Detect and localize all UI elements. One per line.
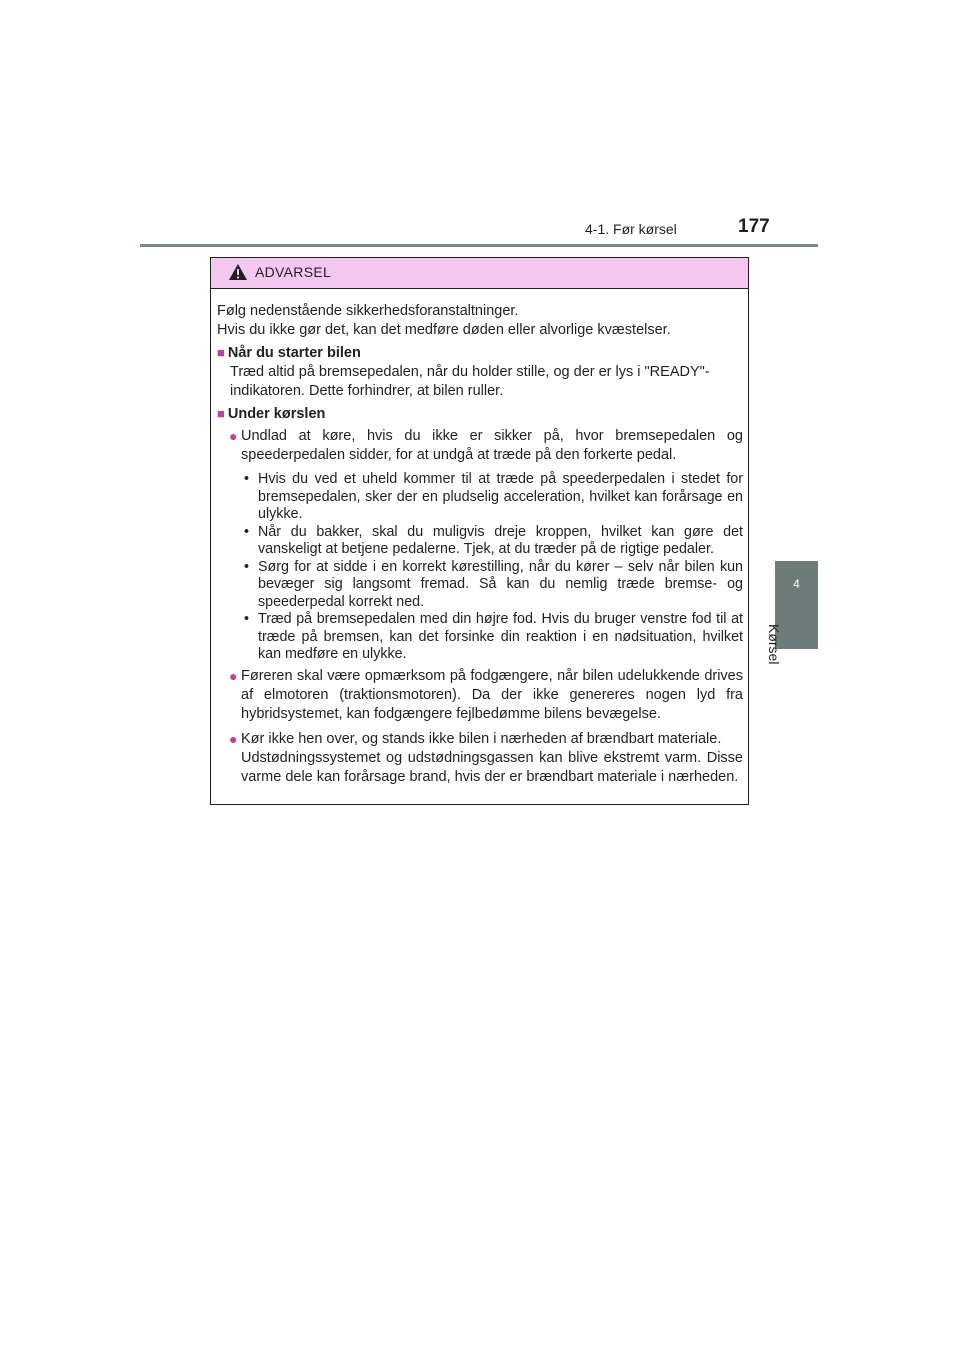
warning-box <box>210 257 749 805</box>
section-title: 4-1. Før kørsel <box>585 221 677 237</box>
sub-bullet-item: • Træd på bremsepedalen med din højre fod. Hvis du bruger venstre fod til at træde på bremsen, kan det forsinke din reaktion i en nødsituation, hvilket kan medføre en ulykke. <box>244 611 743 662</box>
sub-bullet-item: • Sørg for at sidde i en korrekt kørestilling, når du kører – selv når bilen kun bevæger sig langsomt fremad. Så kan du nemlig træde bremse- og speederpedal korrekt ned. <box>244 558 743 610</box>
section-heading: ■ Når du starter bilen <box>217 345 361 361</box>
intro-line: Hvis du ikke gør det, kan det medføre døden eller alvorlige kvæstelser. <box>217 322 671 338</box>
square-bullet-icon: ■ <box>217 345 225 360</box>
page-number: 177 <box>738 216 770 237</box>
chapter-number: 4 <box>793 577 800 591</box>
chapter-label: Kørsel <box>766 624 782 665</box>
warning-triangle-icon <box>228 263 248 286</box>
square-bullet-icon: ■ <box>217 406 225 421</box>
header-rule <box>140 244 818 247</box>
warning-header <box>211 258 748 289</box>
section-text: Træd altid på bremsepedalen, når du holder stille, og der er lys i "READY"-indikatoren. Dette forhindrer, at bilen ruller. <box>230 364 710 399</box>
list-item: ● Kør ikke hen over, og stands ikke bilen i nærheden af brændbart materiale. Udstødningssystemet og udstødningsgassen kan blive ekstremt varm. Disse varme dele kan forårsage brand, hvis der er brændbart materiale i nærheden. <box>229 730 743 785</box>
circle-bullet-icon: ● <box>229 428 238 444</box>
list-item: ● Undlad at køre, hvis du ikke er sikker på, hvor bremsepedalen og speederpedalen sidder, for at undgå at træde på den forkerte pedal. <box>229 428 743 463</box>
section-heading: ■ Under kørslen <box>217 406 326 422</box>
sub-bullet-list <box>217 471 743 664</box>
warning-body <box>217 302 743 787</box>
sub-bullet-item: • Når du bakker, skal du muligvis dreje kroppen, hvilket kan gøre det vanskeligt at betjene pedalerne. Tjek, at du træder på de rigtige pedaler. <box>244 523 743 557</box>
circle-bullet-icon: ● <box>229 730 238 747</box>
circle-bullet-icon: ● <box>229 667 238 684</box>
warning-title: ADVARSEL <box>255 264 332 280</box>
list-item: ● Føreren skal være opmærksom på fodgængere, når bilen udelukkende drives af elmotoren (traktionsmotoren). Da der ikke genereres nogen lyd fra hybridsystemet, kan fodgængere fejlbedømme bilens bevægelse. <box>229 667 743 722</box>
intro-line: Følg nedenstående sikkerhedsforanstaltninger. <box>217 303 519 319</box>
sub-bullet-item: • Hvis du ved et uheld kommer til at træde på speederpedalen i stedet for bremsepedalen, sker der en pludselig acceleration, hvilket kan forårsage en ulykke. <box>244 471 743 522</box>
